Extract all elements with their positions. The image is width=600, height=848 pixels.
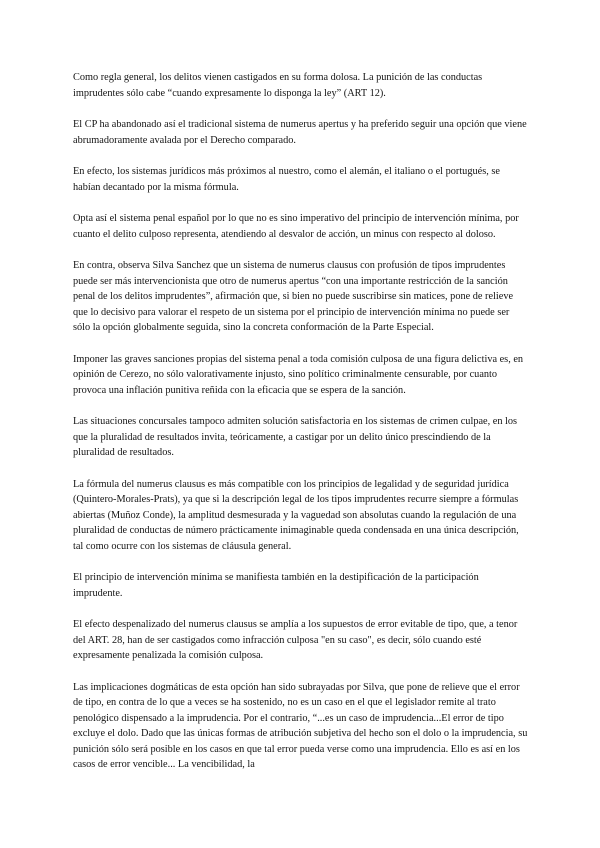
paragraph: Opta así el sistema penal español por lo que no es sino imperativo del principio de intervención mínima, por cuanto el delito culposo representa, atendiendo al desvalor de acción, un minus con respecto al doloso. <box>73 213 519 240</box>
paragraph: La fórmula del numerus clausus es más compatible con los principios de legalidad y de seguridad jurídica (Quintero-Morales-Prats), ya que si la descripción legal de los tipos imprudentes recurre siempre a fórmulas abiertas (Muñoz Conde), la amplitud desmesurada y la vaguedad son absolutas cuando la regulación de una pluralidad de conductas de número prácticamente inimaginable queda condensada en una única descripción, tal como ocurre con los sistemas de cláusula general. <box>73 478 519 552</box>
paragraph: En efecto, los sistemas jurídicos más próximos al nuestro, como el alemán, el italiano o el portugués, se habían decantado por la misma fórmula. <box>73 166 500 193</box>
paragraph: Las implicaciones dogmáticas de esta opción han sido subrayadas por Silva, que pone de relieve que el error de tipo, en contra de lo que a veces se ha sostenido, no es un caso en el que el legislador remite al trato penológico dispensado a la imprudencia. Por el contrario, “...es un caso de imprudencia...El error de tipo excluye el dolo. Dado que las únicas formas de atribución subjetiva del hecho son el dolo o la imprudencia, su punición sólo será posible en los casos en que tal error pueda verse como una imprudencia. Ello es así en los casos de error vencible... La vencibilidad, la <box>73 681 528 770</box>
paragraph: Imponer las graves sanciones propias del sistema penal a toda comisión culposa de una figura delictiva es, en opinión de Cerezo, no sólo valorativamente injusto, sino político criminalmente censurable, por cuanto provoca una inflación punitiva reñida con la eficacia que se espera de la sanción. <box>73 353 524 396</box>
paragraph: El CP ha abandonado así el tradicional sistema de numerus apertus y ha preferido seguir una opción que viene abrumadoramente avalada por el Derecho comparado. <box>73 119 527 146</box>
paragraph: El principio de intervención mínima se manifiesta también en la destipificación de la participación imprudente. <box>73 572 479 599</box>
paragraph: Las situaciones concursales tampoco admiten solución satisfactoria en los sistemas de crimen culpae, en los que la pluralidad de resultados invita, teóricamente, a castigar por un delito único prescindiendo de la pluralidad de resultados. <box>73 416 518 458</box>
paragraph: En contra, observa Silva Sanchez que un sistema de numerus clausus con profusión de tipos imprudentes puede ser más intervencionista que otro de numerus apertus “con una importante restricción de la sanción penal de los delitos imprudentes”, afirmación que, si bien no puede suscribirse sin matices, pone de relieve que lo decisivo para valorar el respeto de un sistema por el principio de intervención mínima no puede ser sólo la opción globalmente seguida, sino la concreta conformación de la Parte Especial. <box>73 260 514 333</box>
paragraph: El efecto despenalizado del numerus clausus se amplía a los supuestos de error evitable de tipo, que, a tenor del ART. 28, han de ser castigados como infracción culposa "en su caso", es decir, sólo cuando esté expresamente penalizada la comisión culposa. <box>73 619 518 661</box>
paragraph: Como regla general, los delitos vienen castigados en su forma dolosa. La punición de las conductas imprudentes sólo cabe “cuando expresamente lo disponga la ley” (ART 12). <box>73 72 483 99</box>
document-body <box>73 70 528 789</box>
